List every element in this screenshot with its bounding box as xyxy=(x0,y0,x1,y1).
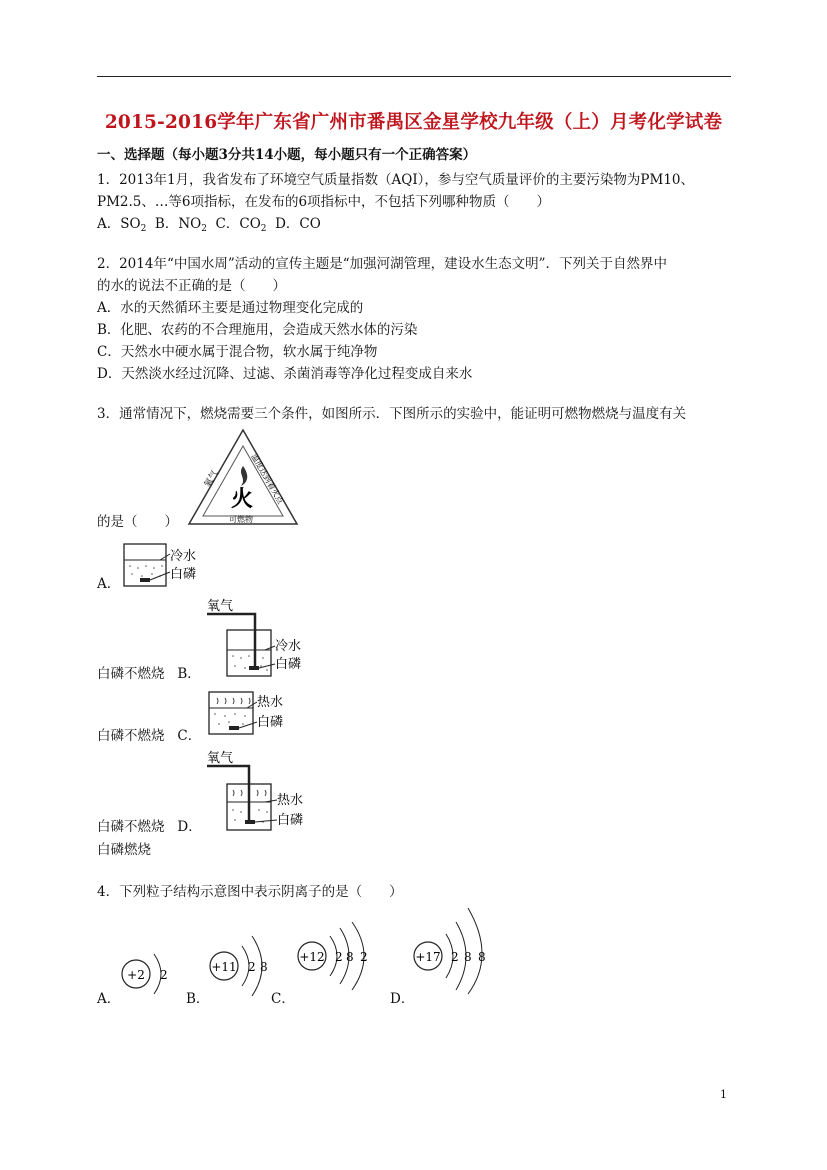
beaker-c-figure xyxy=(205,688,305,738)
white-phosphorus-b xyxy=(249,666,259,670)
q3-last-line: 白磷燃烧 xyxy=(97,842,151,858)
water-dots-c xyxy=(214,713,246,725)
page-number: 1 xyxy=(720,1088,727,1101)
q1-line2: PM2.5、…等6项指标，在发布的6项指标中，不包括下列哪种物质（ ） xyxy=(97,194,551,210)
label-white-p-a: 白磷 xyxy=(170,567,197,582)
label-white-p-d: 白磷 xyxy=(277,813,304,828)
q3-line2: 的是（ ） xyxy=(97,514,178,530)
fire-character: 火 xyxy=(231,486,254,512)
q3-option-b: B． xyxy=(177,666,201,682)
label-cold-water-a: 冷水 xyxy=(170,549,197,564)
shell-c-2-label: 8 xyxy=(346,950,354,964)
label-white-p-c: 白磷 xyxy=(257,715,284,730)
q1-options: A．$SO_2$ B．$NO_2$ C．$CO_2$ D．CO xyxy=(97,216,321,234)
q3-option-b-prefix: 白磷不燃烧 xyxy=(97,666,165,682)
atom-a-figure xyxy=(118,948,178,1004)
q4-option-d-pos xyxy=(97,987,415,1007)
triangle-right-label: 温度达到着火点 xyxy=(249,452,286,506)
shell-d-2-label: 8 xyxy=(464,950,472,964)
q3-option-d-prefix: 白磷不燃烧 xyxy=(97,819,165,835)
beaker-a-figure xyxy=(120,540,210,590)
atom-b-figure xyxy=(206,930,278,1000)
q1-option-b: B．NO xyxy=(154,216,202,232)
shell-d-3-label: 8 xyxy=(478,950,486,964)
pointer-line-c2 xyxy=(239,722,257,728)
q4-option-a: A． xyxy=(97,991,121,1007)
nucleus-a-label: +2 xyxy=(127,968,145,982)
q3-option-c-prefix: 白磷不燃烧 xyxy=(97,728,165,744)
label-oxygen-b: 氧气 xyxy=(207,599,234,614)
atom-c-figure xyxy=(294,920,382,996)
q3-option-c: C． xyxy=(177,728,202,744)
steam-lines-c xyxy=(217,698,250,704)
q3-option-a: A． xyxy=(97,576,121,592)
q1-option-d: D．CO xyxy=(275,216,321,232)
fire-triangle-figure xyxy=(187,428,299,526)
pointer-line-c1 xyxy=(247,702,257,708)
nucleus-b-label: +11 xyxy=(211,960,237,974)
triangle-left-label: 氧气 xyxy=(202,468,221,490)
water-dots-a xyxy=(129,565,163,577)
white-phosphorus-c xyxy=(229,726,239,730)
shell-b-2-label: 8 xyxy=(260,960,268,974)
pointer-line-b1 xyxy=(265,646,275,650)
page-title: 2015-2016学年广东省广州市番禺区金星学校九年级（上）月考化学试卷 xyxy=(104,112,723,133)
beaker-d-figure xyxy=(205,748,310,834)
nucleus-c-label: +12 xyxy=(299,950,325,964)
pointer-line-d2 xyxy=(255,820,277,822)
label-cold-water-b: 冷水 xyxy=(275,639,302,654)
q2-line2: 的水的说法不正确的是（ ） xyxy=(97,278,286,294)
beaker-b-figure xyxy=(205,596,305,680)
q2-option-a: A．水的天然循环主要是通过物理变化完成的 xyxy=(97,300,364,316)
q1-option-c: C．CO xyxy=(215,216,261,232)
q1-line1: 1．2013年1月，我省发布了环境空气质量指数（AQI），参与空气质量评价的主要污染物为PM10、 xyxy=(97,172,695,188)
shell-c-1-label: 2 xyxy=(335,950,343,964)
q2-option-d: D．天然淡水经过沉降、过滤、杀菌消毒等净化过程变成自来水 xyxy=(97,366,473,382)
atom-d-figure xyxy=(410,904,502,998)
q1-option-a: A．SO xyxy=(97,216,141,232)
label-hot-water-c: 热水 xyxy=(257,695,284,710)
header-rule xyxy=(97,76,731,77)
q2-line1: 2．2014年“中国水周”活动的宣传主题是“加强河湖管理，建设水生态文明”．下列关于自然界中 xyxy=(97,256,668,272)
nucleus-d-label: +17 xyxy=(415,950,441,964)
section-heading: 一、选择题（每小题3分共14小题，每小题只有一个正确答案） xyxy=(97,147,477,163)
q3-option-b-row xyxy=(97,662,201,682)
shell-b-1-label: 2 xyxy=(248,960,256,974)
q4-line1: 4．下列粒子结构示意图中表示阴离子的是（ ） xyxy=(97,884,403,900)
q2-option-c: C．天然水中硬水属于混合物，软水属于纯净物 xyxy=(97,344,378,360)
pointer-line-a2 xyxy=(150,572,170,580)
shell-c-3-label: 2 xyxy=(360,950,368,964)
q3-line1: 3．通常情况下，燃烧需要三个条件，如图所示．下图所示的实验中，能证明可燃物燃烧与温度有关 xyxy=(97,406,687,422)
label-oxygen-d: 氧气 xyxy=(207,751,234,766)
white-phosphorus-a xyxy=(140,578,150,582)
q3-option-d: D． xyxy=(177,819,202,835)
q3-option-c-row xyxy=(97,724,201,744)
label-white-p-b: 白磷 xyxy=(275,657,302,672)
flame-icon xyxy=(241,466,247,486)
oxygen-tube-b xyxy=(207,614,255,666)
white-phosphorus-d xyxy=(245,820,255,824)
q2-option-b: B．化肥、农药的不合理施用，会造成天然水体的污染 xyxy=(97,322,418,338)
q4-option-c: C． xyxy=(271,991,295,1007)
label-hot-water-d: 热水 xyxy=(277,793,304,808)
q4-option-d: D． xyxy=(390,991,415,1007)
shell-d-1-label: 2 xyxy=(451,950,459,964)
q3-option-d-row xyxy=(97,815,202,835)
shell-a-1-label: 2 xyxy=(160,968,168,982)
triangle-bottom-label: 可燃物 xyxy=(229,515,253,524)
pointer-line-a1 xyxy=(160,554,170,560)
oxygen-tube-d xyxy=(207,766,249,824)
q4-option-b: B． xyxy=(186,991,210,1007)
